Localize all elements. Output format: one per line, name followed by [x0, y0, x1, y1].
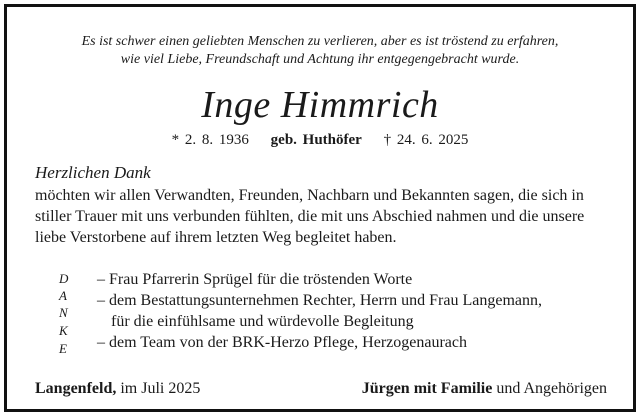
acrostic-letter: A [59, 288, 67, 303]
thanks-heading: Herzlichen Dank [35, 163, 151, 182]
thanks-item-2-cont: für die einfühlsame und würdevolle Begleitung [111, 313, 414, 330]
acrostic-letter: D [59, 271, 69, 286]
body-line-1: möchten wir allen Verwandten, Freunden, Nachbarn und Bekannten sagen, die sich in [35, 187, 584, 204]
relatives: und Angehörigen [496, 380, 607, 397]
place: Langenfeld, [35, 380, 117, 397]
list-item [55, 332, 615, 353]
thanks-item-2: – dem Bestattungsunternehmen Rechter, Herrn und Frau Langemann, [97, 292, 543, 309]
quote-line-2: wie viel Liebe, Freundschaft und Achtung ihr entgegengebracht wurde. [120, 52, 520, 67]
obituary-notice [4, 4, 636, 412]
body-line-2: stiller Trauer mit uns verbunden fühlten, die mit uns Abschied nahmen und die unsere [35, 208, 585, 225]
list-item [55, 290, 615, 311]
thanks-item-1: – Frau Pfarrerin Sprügel für die tröstenden Worte [97, 271, 413, 288]
thanks-list [55, 269, 615, 353]
body-line-3: liebe Verstorbene auf ihrem letzten Weg begleitet haben. [35, 229, 397, 246]
deceased-name: Inge Himmrich [201, 84, 439, 126]
place-date [35, 379, 200, 399]
signatories [362, 379, 607, 399]
family-name: Jürgen mit Familie [361, 380, 493, 397]
quote-line-1: Es ist schwer einen geliebten Menschen zu verlieren, aber es ist tröstend zu erfahren, [81, 34, 559, 49]
list-item [55, 311, 615, 332]
acrostic-letter: E [59, 341, 67, 356]
thanks-body [35, 185, 609, 248]
life-dates [7, 131, 633, 149]
maiden-name: geb. Huthöfer [270, 132, 362, 148]
acrostic-letter: K [59, 323, 68, 338]
condolence-quote [7, 33, 633, 69]
death-date: † 24. 6. 2025 [383, 132, 469, 148]
date: im Juli 2025 [120, 380, 201, 397]
birth-date: * 2. 8. 1936 [171, 132, 249, 148]
thanks-item-3: – dem Team von der BRK-Herzo Pflege, Herzogenaurach [97, 334, 467, 351]
list-item [55, 269, 615, 290]
acrostic-letter: N [59, 305, 68, 320]
